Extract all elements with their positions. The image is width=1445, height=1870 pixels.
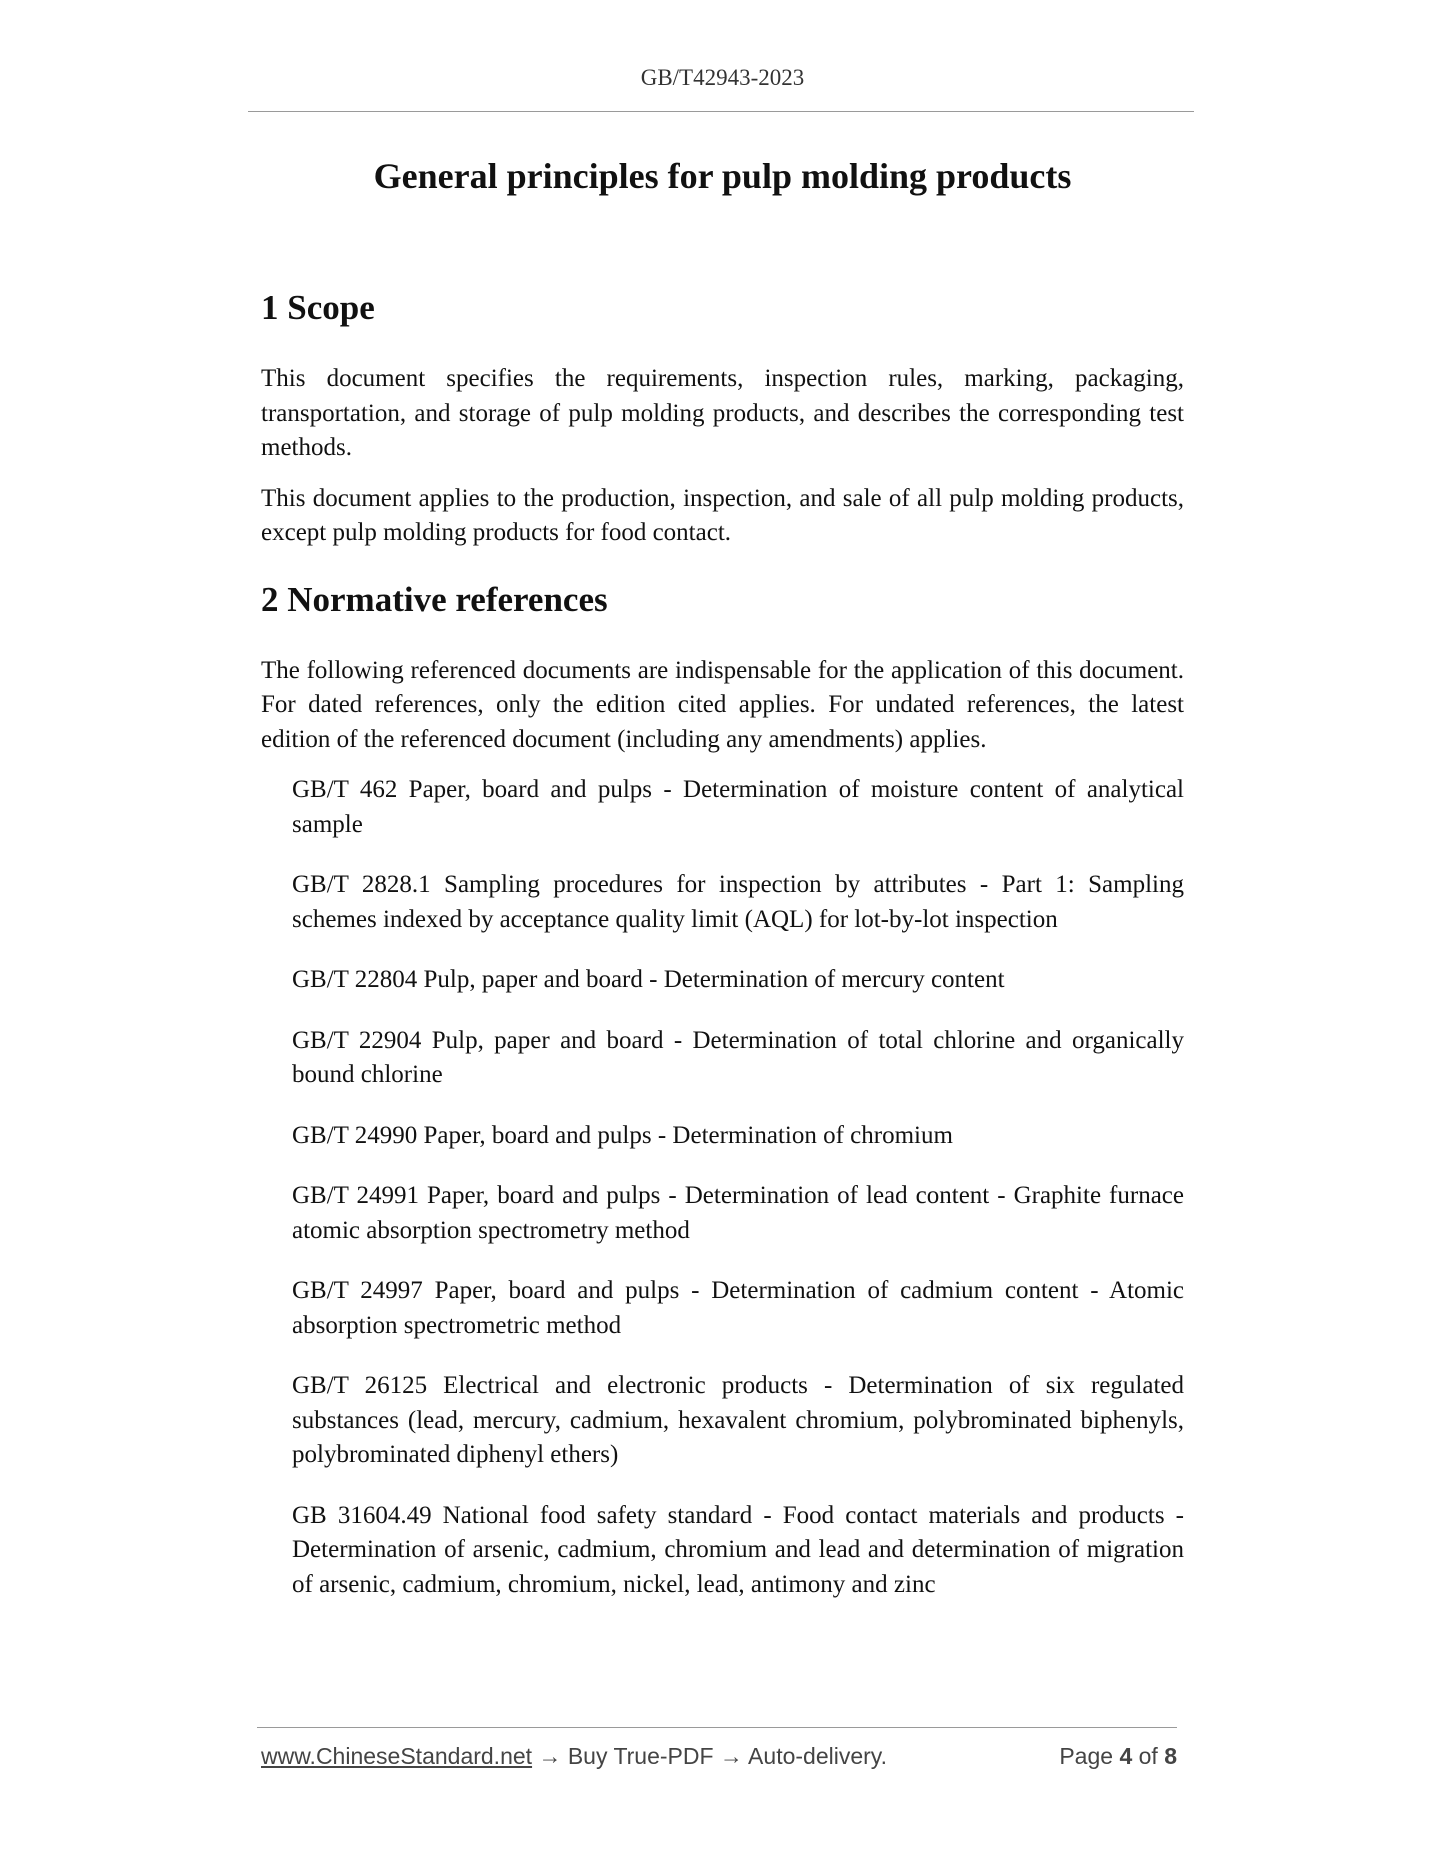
section-heading-normative-references: 2 Normative references: [261, 579, 608, 619]
header-divider: [248, 111, 1194, 112]
page-of-label: of: [1138, 1743, 1158, 1769]
website-link[interactable]: www.ChineseStandard.net: [261, 1743, 533, 1769]
reference-item: GB/T 22904 Pulp, paper and board - Determination of total chlorine and organically bound chlorine: [292, 1026, 1184, 1088]
reference-item: GB/T 2828.1 Sampling procedures for inspection by attributes - Part 1: Sampling schemes indexed by acceptance quality limit (AQL) for lot-by-lot inspection: [292, 871, 1184, 933]
document-body: [261, 285, 1184, 1628]
footer-left: [261, 1743, 887, 1770]
reference-item: GB/T 462 Paper, board and pulps - Determination of moisture content of analytical sample: [292, 776, 1184, 838]
reference-item: GB/T 24990 Paper, board and pulps - Determination of chromium: [292, 1121, 953, 1149]
page-indicator: [1059, 1743, 1177, 1770]
scope-paragraph: This document specifies the requirements, inspection rules, marking, packaging, transportation, and storage of pulp molding products, and describes the corresponding test methods.: [261, 365, 1184, 461]
footer-divider: [257, 1727, 1177, 1728]
reference-list: [261, 773, 1184, 1602]
scope-paragraph: This document applies to the production, inspection, and sale of all pulp molding products, except pulp molding products for food contact.: [261, 484, 1184, 546]
document-code: GB/T42943-2023: [640, 65, 805, 90]
page-current: 4: [1119, 1743, 1133, 1769]
reference-item: GB/T 22804 Pulp, paper and board - Determination of mercury content: [292, 966, 1005, 993]
reference-item: GB/T 26125 Electrical and electronic products - Determination of six regulated substances (lead, mercury, cadmium, hexavalent chromium, polybrominated biphenyls, polybrominated diphenyl ethers): [292, 1372, 1184, 1468]
reference-item: GB/T 24991 Paper, board and pulps - Determination of lead content - Graphite furnace atomic absorption spectrometry method: [292, 1182, 1184, 1244]
section-heading-scope: 1 Scope: [261, 288, 375, 327]
references-intro-paragraph: The following referenced documents are indispensable for the application of this document. For dated references, only the edition cited applies. For undated references, the latest edition of the referenced document (including any amendments) applies.: [261, 656, 1184, 753]
page-label: Page: [1059, 1743, 1114, 1769]
page-total: 8: [1164, 1743, 1177, 1769]
footer-tagline: → Buy True-PDF → Auto-delivery.: [532, 1743, 887, 1769]
page-title: General principles for pulp molding products: [373, 156, 1072, 196]
reference-item: GB/T 24997 Paper, board and pulps - Determination of cadmium content - Atomic absorption spectrometric method: [292, 1277, 1184, 1339]
reference-item: GB 31604.49 National food safety standard - Food contact materials and products - Determination of arsenic, cadmium, chromium and lead and determination of migration of arsenic, cadmium, chromium, nickel, lead, antimony and zinc: [292, 1501, 1184, 1598]
